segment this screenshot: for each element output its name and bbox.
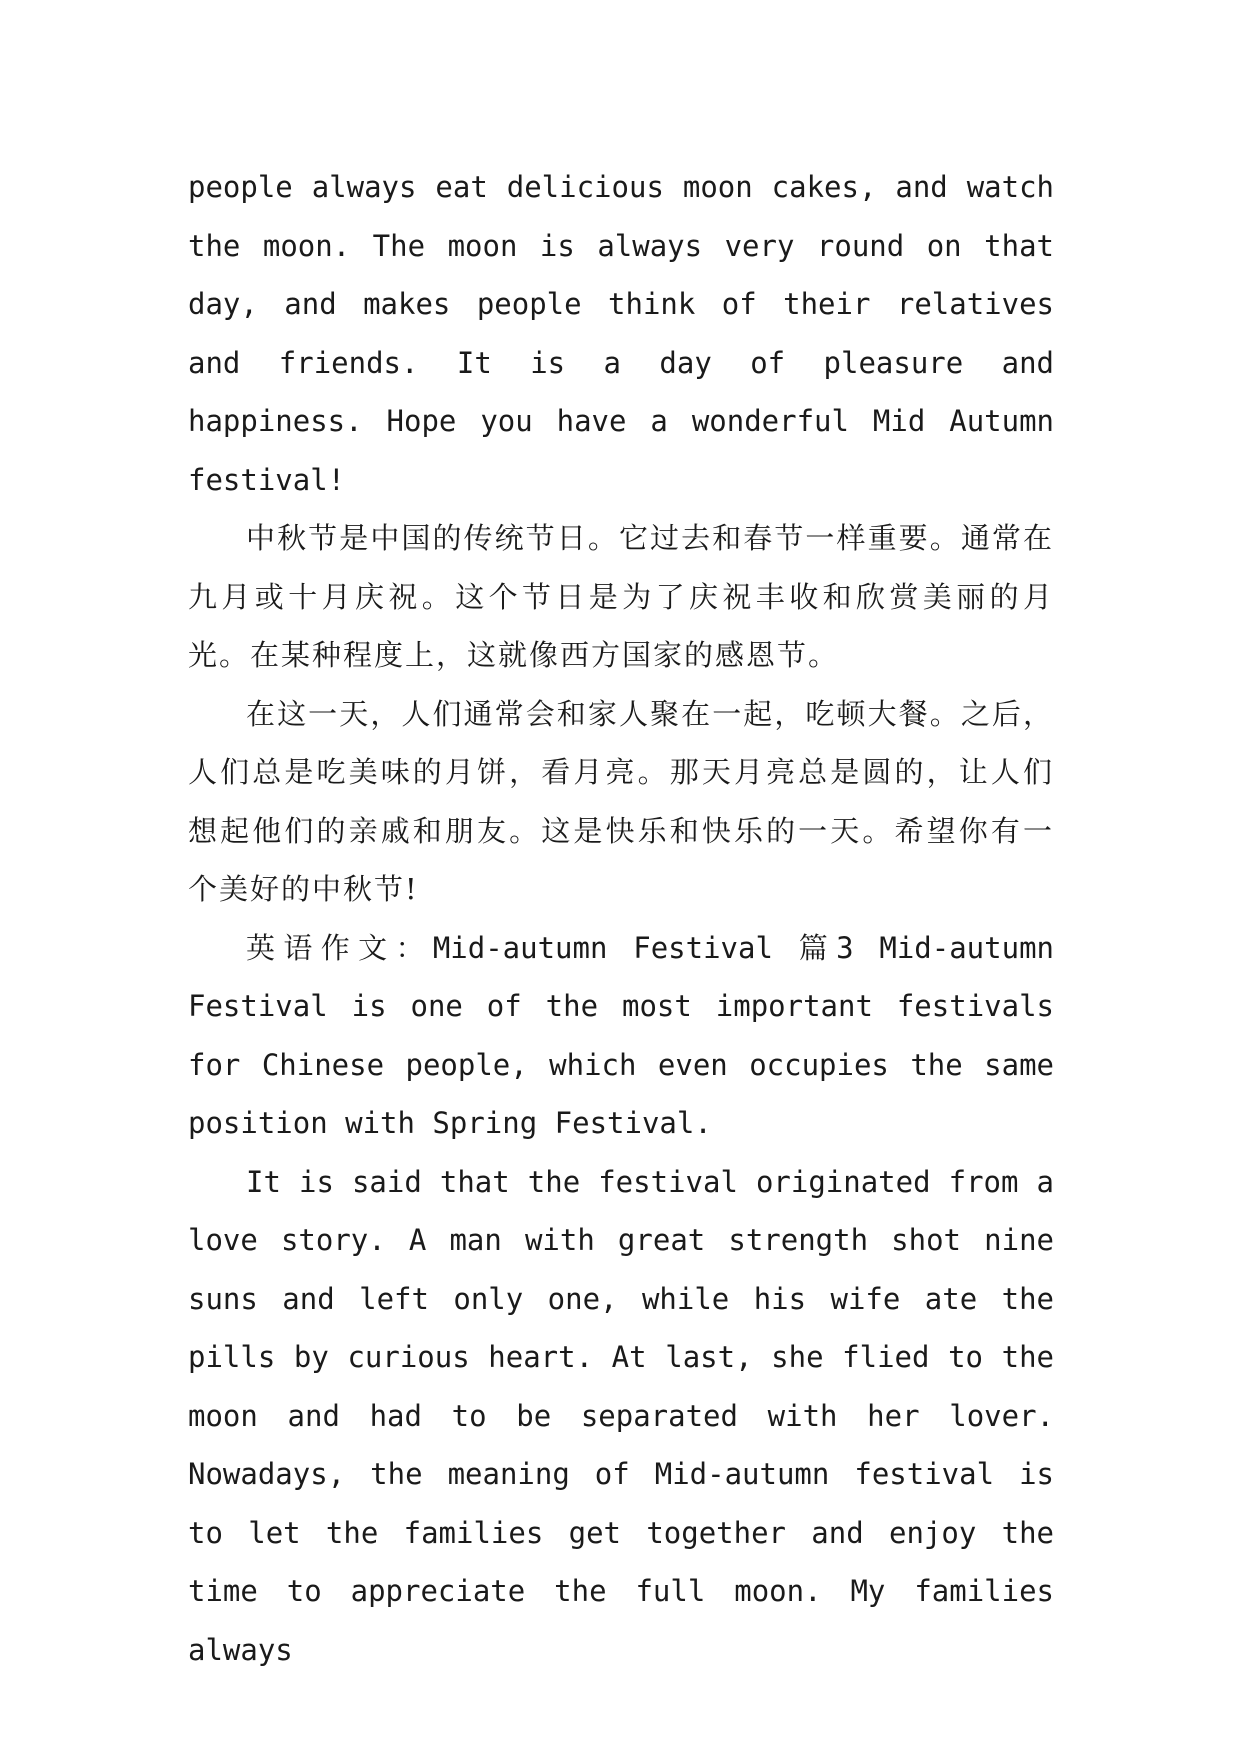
paragraph-english-intro-end: people always eat delicious moon cakes, and watch the moon. The moon is always very round on that day, and makes people think of their relatives and friends. It is a day of pleasure and happiness. Hope you have a wonderful Mid Autumn festival! <box>188 170 1054 497</box>
paragraph-essay-3-body: It is said that the festival originated from a love story. A man with great strength shot nine suns and left only one, while his wife ate the pills by curious heart. At last, she flied to the moon and had to be separated with her lover. Nowadays, the meaning of Mid-autumn festival is to let the families get together and enjoy the time to appreciate the full moon. My families always <box>188 1164 1054 1667</box>
document-page <box>188 158 1054 1679</box>
paragraph-chinese-1: 中秋节是中国的传统节日。它过去和春节一样重要。通常在九月或十月庆祝。这个节日是为了庆祝丰收和欣赏美丽的月光。在某种程度上，这就像西方国家的感恩节。 <box>188 521 1054 672</box>
paragraph-chinese-2: 在这一天，人们通常会和家人聚在一起，吃顿大餐。之后，人们总是吃美味的月饼，看月亮。那天月亮总是圆的，让人们想起他们的亲戚和朋友。这是快乐和快乐的一天。希望你有一个美好的中秋节! <box>188 696 1054 906</box>
paragraph-essay-3-heading: 英语作文：Mid-autumn Festival 篇3 Mid-autumn Festival is one of the most important festivals for Chinese people, which even occupies the same position with Spring Festival. <box>188 930 1054 1140</box>
